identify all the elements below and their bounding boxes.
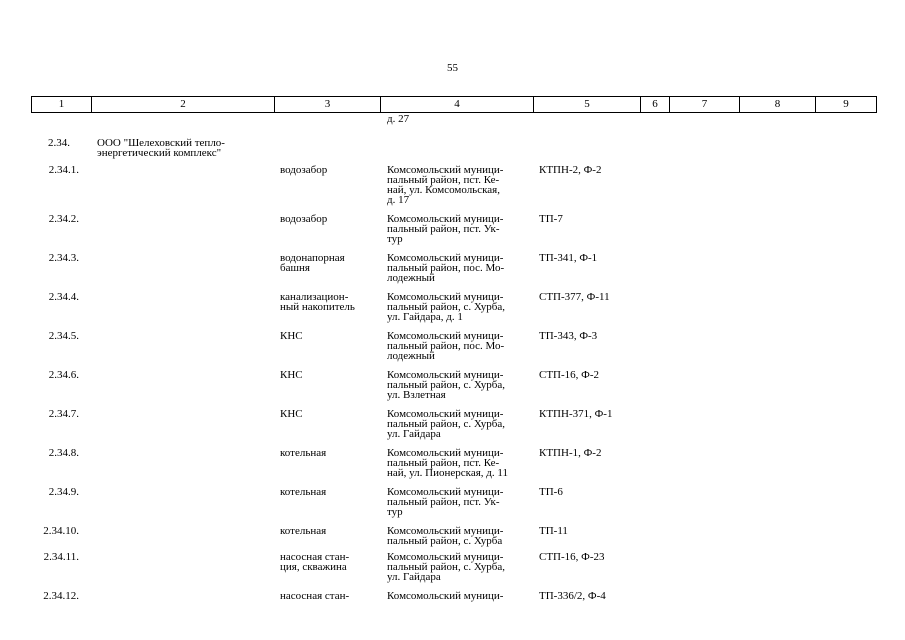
facility-address <box>387 409 532 439</box>
facility-type-line: котельная <box>280 447 327 459</box>
organization-name-line: ООО "Шелеховский тепло- <box>97 137 225 149</box>
facility-type-line: котельная <box>280 525 327 537</box>
row-number: 2.34.4. <box>48 291 79 303</box>
facility-type-line: котельная <box>280 486 327 498</box>
substation-feeder: СТП-16, Ф-2 <box>539 369 600 381</box>
column-number-9: 9 <box>816 97 877 113</box>
facility-address-line: пальный район, с. Хурба, <box>387 301 506 313</box>
facility-address <box>387 370 532 400</box>
column-number-4: 4 <box>381 97 534 113</box>
facility-address-line: пальный район, с. Хурба, <box>387 561 506 573</box>
row-number: 2.34.1. <box>48 164 79 176</box>
column-number-3: 3 <box>275 97 381 113</box>
facility-type-line: водозабор <box>280 164 328 176</box>
substation-feeder: СТП-377, Ф-11 <box>539 291 610 303</box>
facility-type-line: канализацион- <box>280 291 349 303</box>
facility-type <box>280 552 380 572</box>
facility-type-line: КНС <box>280 369 303 381</box>
table-row <box>0 253 905 292</box>
table-row <box>0 331 905 370</box>
organization-name <box>97 138 225 158</box>
substation-feeder: ТП-343, Ф-3 <box>539 330 598 342</box>
continued-address-text: д. 27 <box>387 113 410 125</box>
facility-type-line: водонапорная <box>280 252 345 264</box>
substation-feeder: ТП-341, Ф-1 <box>539 252 598 264</box>
facility-type-line: ция, скважина <box>280 561 347 573</box>
facility-type <box>280 165 380 175</box>
facility-address <box>387 253 532 283</box>
table-row <box>0 448 905 487</box>
column-number-2: 2 <box>92 97 275 113</box>
facility-address <box>387 331 532 361</box>
facility-address <box>387 214 532 244</box>
table-row <box>0 214 905 253</box>
facility-type-line: ный накопитель <box>280 301 355 313</box>
facility-address-line: Комсомольский муници- <box>387 213 504 225</box>
facility-address-line: Комсомольский муници- <box>387 447 504 459</box>
substation-feeder: ТП-7 <box>539 213 563 225</box>
facility-address <box>387 526 532 546</box>
facility-address-line: пальный район, пст. Ук- <box>387 223 500 235</box>
substation-feeder: ТП-11 <box>539 525 568 537</box>
facility-address-line: Комсомольский муници- <box>387 291 504 303</box>
facility-address-line: Комсомольский муници- <box>387 164 504 176</box>
facility-address-line: Комсомольский муници- <box>387 525 504 537</box>
table-row <box>0 165 905 214</box>
column-number-header <box>31 96 877 113</box>
row-number: 2.34.5. <box>48 330 79 342</box>
facility-address-line: тур <box>387 233 403 245</box>
row-number: 2.34.2. <box>48 213 79 225</box>
facility-address-line: Комсомольский муници- <box>387 408 504 420</box>
facility-address-line: Комсомольский муници- <box>387 252 504 264</box>
facility-type <box>280 214 380 224</box>
facility-address-line: лодежный <box>387 272 435 284</box>
facility-type-line: КНС <box>280 330 303 342</box>
facility-address-line: пальный район, пст. Ук- <box>387 496 500 508</box>
facility-type <box>280 253 380 273</box>
substation-feeder: ТП-6 <box>539 486 563 498</box>
row-number: 2.34.10. <box>43 525 79 537</box>
table-row <box>0 409 905 448</box>
facility-address-line: Комсомольский муници- <box>387 551 504 563</box>
facility-address <box>387 487 532 517</box>
facility-address-line: пальный район, пст. Ке- <box>387 174 500 186</box>
facility-address-line: Комсомольский муници- <box>387 590 504 602</box>
row-number: 2.34.6. <box>48 369 79 381</box>
table-row <box>0 292 905 331</box>
facility-type <box>280 487 380 497</box>
facility-address-line: пальный район, с. Хурба, <box>387 418 506 430</box>
facility-address-line: ул. Гайдара, д. 1 <box>387 311 463 323</box>
row-number: 2.34.8. <box>48 447 79 459</box>
row-number: 2.34.9. <box>48 486 79 498</box>
table-row <box>0 552 905 591</box>
facility-type <box>280 448 380 458</box>
facility-type-line: башня <box>280 262 310 274</box>
organization-name-line: энергетический комплекс" <box>97 147 222 159</box>
page-number: 55 <box>447 62 458 74</box>
facility-address-line: пальный район, с. Хурба, <box>387 379 506 391</box>
substation-feeder: СТП-16, Ф-23 <box>539 551 605 563</box>
facility-address-line: лодежный <box>387 350 435 362</box>
table-row <box>0 370 905 409</box>
facility-type <box>280 331 380 341</box>
row-number: 2.34.12. <box>43 590 79 602</box>
facility-type <box>280 409 380 419</box>
facility-address-line: най, ул. Комсомольская, <box>387 184 500 196</box>
facility-type <box>280 370 380 380</box>
facility-address-line: ул. Взлетная <box>387 389 446 401</box>
facility-type <box>280 591 380 601</box>
facility-address <box>387 591 532 601</box>
facility-address-line: Комсомольский муници- <box>387 369 504 381</box>
facility-type <box>280 292 380 312</box>
facility-address-line: ул. Гайдара <box>387 571 441 583</box>
organization-number: 2.34. <box>48 137 70 149</box>
substation-feeder: КТПН-371, Ф-1 <box>539 408 613 420</box>
table-row <box>0 487 905 526</box>
facility-address-line: пальный район, пос. Мо- <box>387 262 505 274</box>
facility-address-line: Комсомольский муници- <box>387 486 504 498</box>
row-number: 2.34.7. <box>48 408 79 420</box>
facility-type-line: насосная стан- <box>280 551 350 563</box>
column-number-7: 7 <box>670 97 740 113</box>
facility-address-line: ул. Гайдара <box>387 428 441 440</box>
column-number-6: 6 <box>641 97 670 113</box>
facility-address-line: най, ул. Пионерская, д. 11 <box>387 467 508 479</box>
substation-feeder: КТПН-1, Ф-2 <box>539 447 602 459</box>
facility-address <box>387 448 532 478</box>
facility-address <box>387 552 532 582</box>
facility-address-line: пальный район, с. Хурба <box>387 535 503 547</box>
facility-type-line: водозабор <box>280 213 328 225</box>
facility-address-line: пальный район, пос. Мо- <box>387 340 505 352</box>
substation-feeder: ТП-336/2, Ф-4 <box>539 590 606 602</box>
column-number-5: 5 <box>534 97 641 113</box>
substation-feeder: КТПН-2, Ф-2 <box>539 164 602 176</box>
facility-address-line: Комсомольский муници- <box>387 330 504 342</box>
facility-address-line: д. 17 <box>387 194 410 206</box>
facility-address <box>387 292 532 322</box>
facility-type-line: насосная стан- <box>280 590 350 602</box>
column-number-8: 8 <box>740 97 816 113</box>
facility-address-line: пальный район, пст. Ке- <box>387 457 500 469</box>
table-row <box>0 591 905 611</box>
row-number: 2.34.3. <box>48 252 79 264</box>
table-row <box>0 526 905 552</box>
facility-type <box>280 526 380 536</box>
facility-address-line: тур <box>387 506 403 518</box>
row-number: 2.34.11. <box>43 551 79 563</box>
column-number-1: 1 <box>32 97 92 113</box>
facility-list <box>0 165 905 611</box>
facility-address <box>387 165 532 205</box>
facility-type-line: КНС <box>280 408 303 420</box>
